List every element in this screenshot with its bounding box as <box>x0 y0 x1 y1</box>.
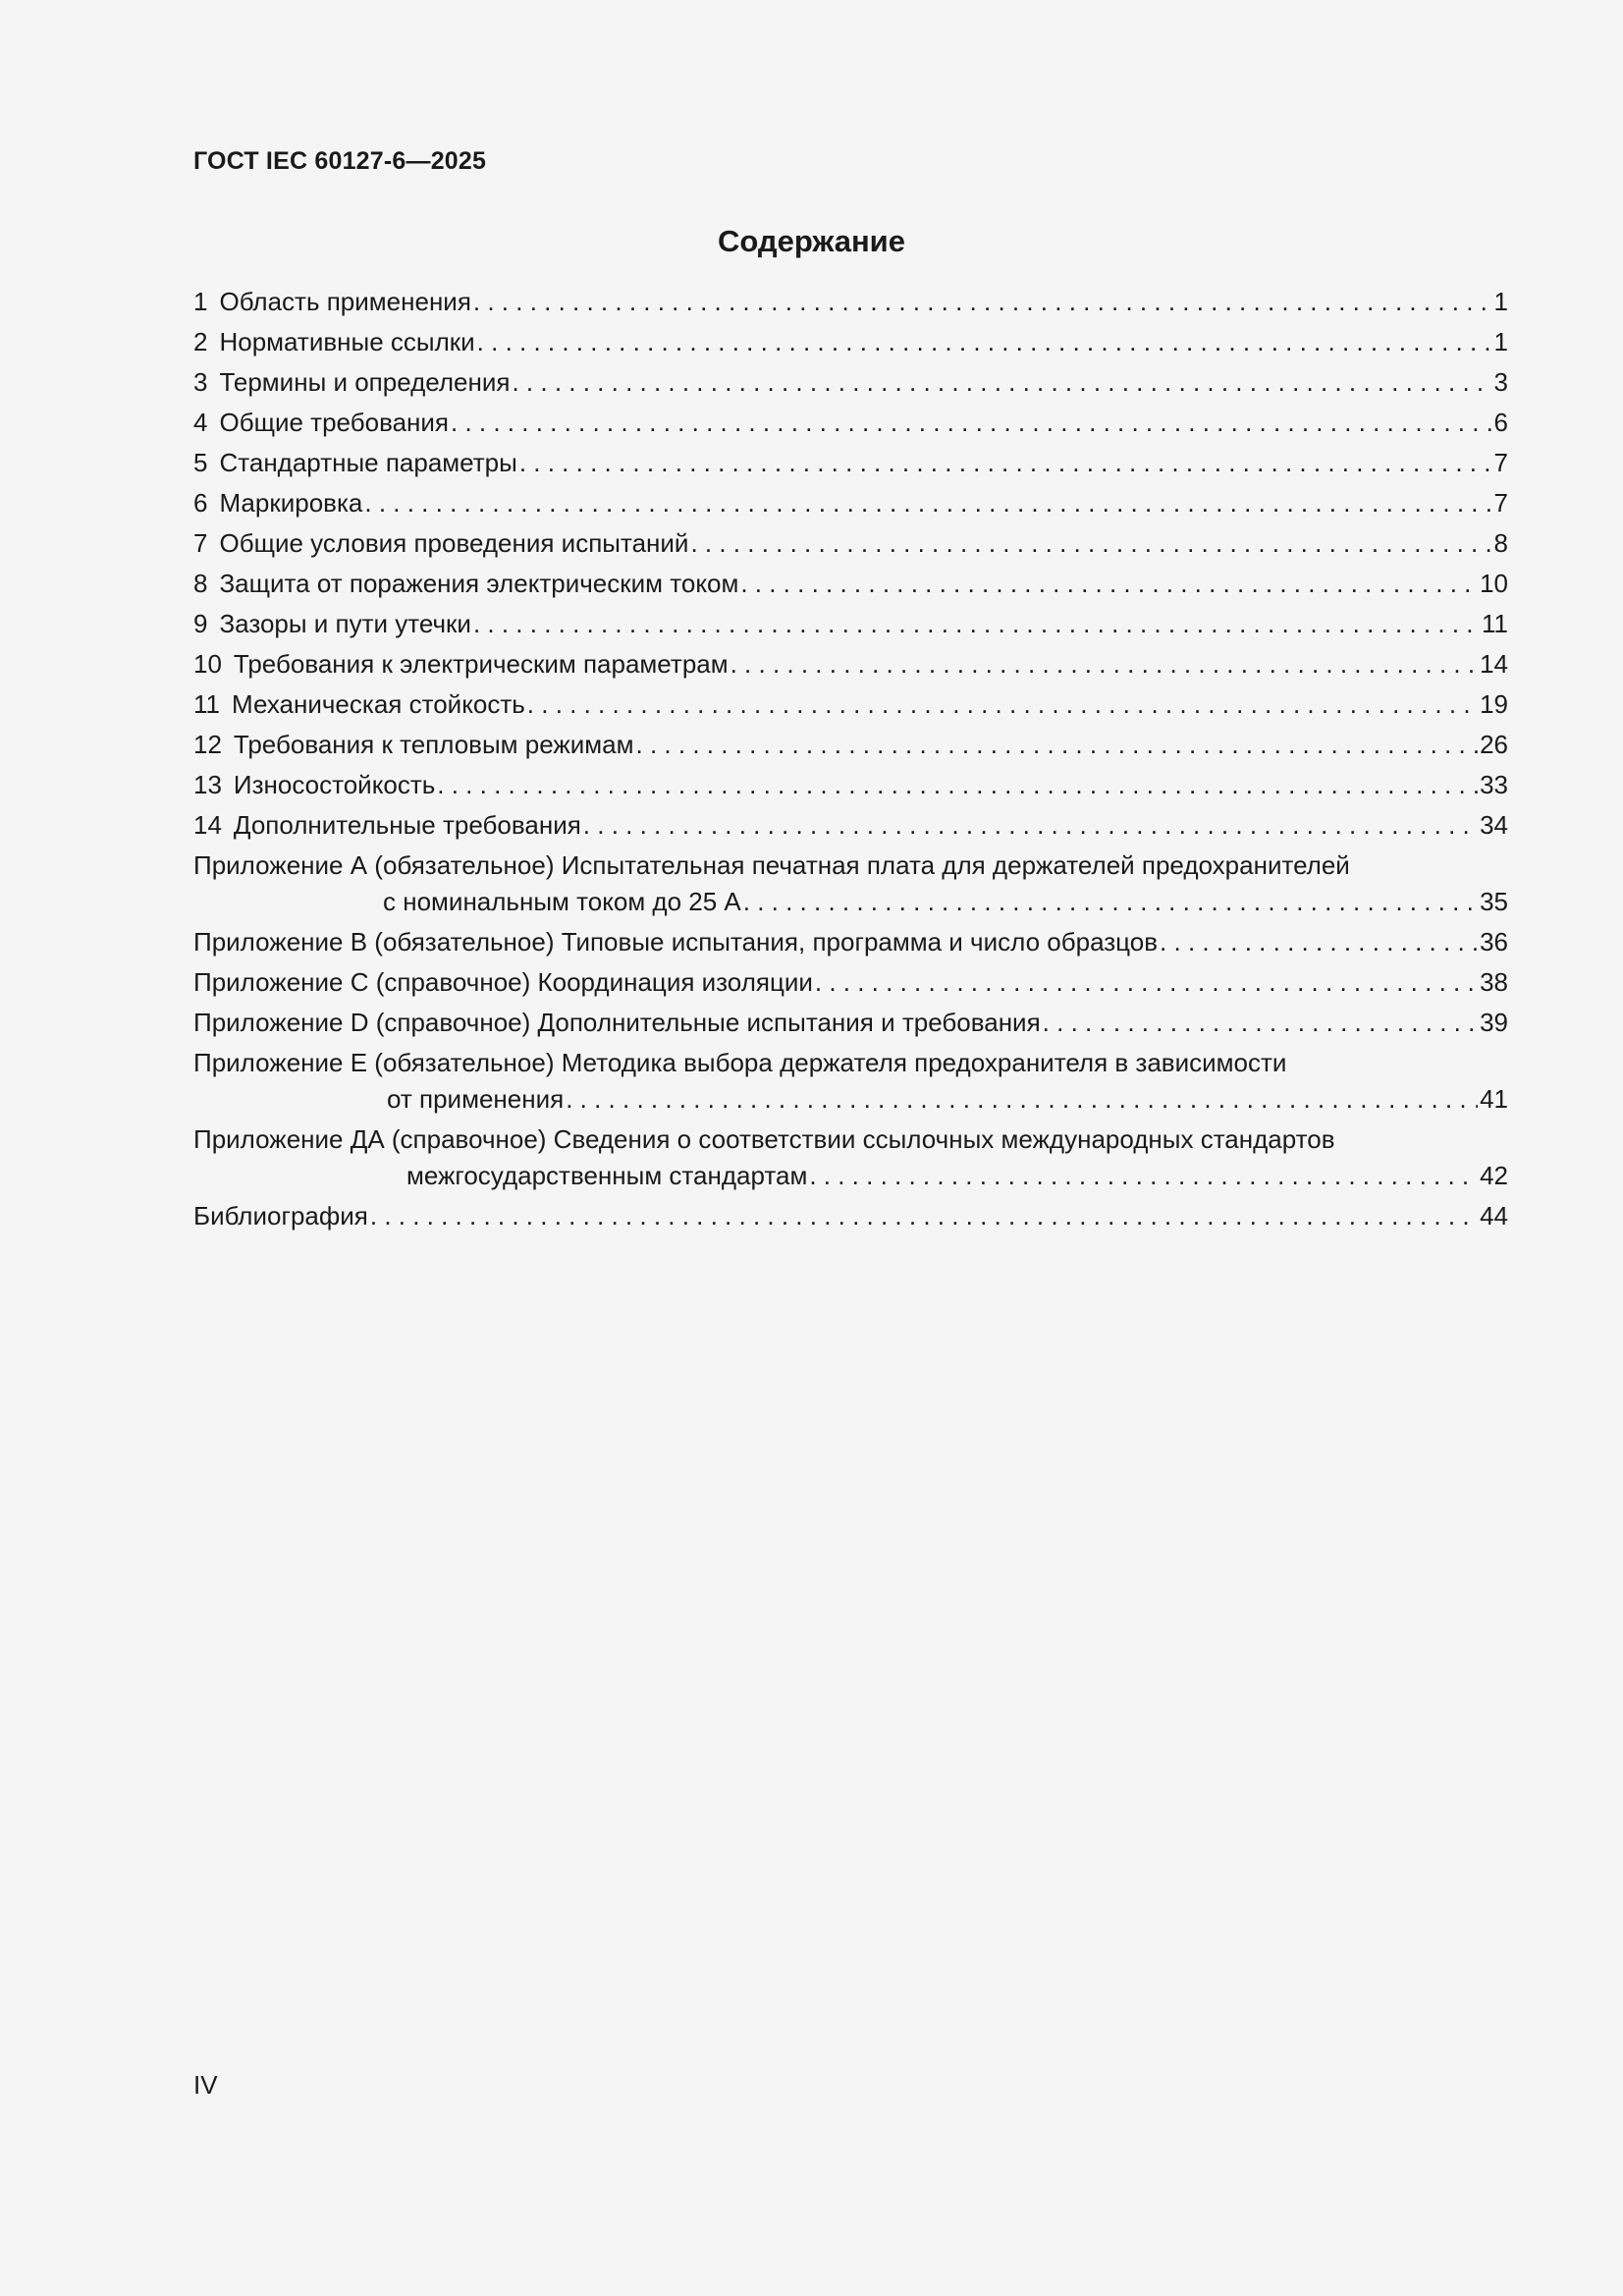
toc-entry-page: 3 <box>1493 367 1508 397</box>
toc-entry-page: 34 <box>1480 810 1508 840</box>
toc-entry-10[interactable] <box>193 646 1508 683</box>
toc-entry-page: 7 <box>1493 448 1508 477</box>
toc-annex-e[interactable] <box>193 1045 1508 1118</box>
toc-entry-number: 1 <box>193 287 208 316</box>
toc-entry-number: 5 <box>193 448 208 477</box>
toc-entry-page: 26 <box>1480 730 1508 759</box>
toc-annex-title: Библиография <box>193 1201 368 1230</box>
dot-leader <box>364 485 1491 521</box>
toc-entry-8[interactable] <box>193 566 1508 602</box>
toc-entry-7[interactable] <box>193 525 1508 562</box>
dot-leader <box>809 1158 1478 1194</box>
toc-entry-number: 6 <box>193 488 208 518</box>
toc-entry-number: 7 <box>193 528 208 558</box>
toc-entry-number: 11 <box>193 689 220 719</box>
toc-entry-number: 14 <box>193 810 222 840</box>
toc-entry-title: Общие условия проведения испытаний <box>219 528 689 558</box>
toc-entry-page: 38 <box>1480 967 1508 997</box>
dot-leader <box>477 324 1492 360</box>
toc-entry-number: 9 <box>193 609 208 638</box>
toc-entry-12[interactable] <box>193 727 1508 763</box>
dot-leader <box>527 686 1478 723</box>
dot-leader <box>566 1081 1478 1118</box>
toc-entry-page: 11 <box>1482 609 1508 638</box>
toc-entry-title: Термины и определения <box>219 367 511 397</box>
dot-leader <box>451 405 1492 441</box>
toc-entry-title: Требования к электрическим параметрам <box>233 649 729 679</box>
toc-annex-title-cont: межгосударственным стандартам <box>406 1161 808 1190</box>
dot-leader <box>740 566 1478 602</box>
toc-entry-number: 13 <box>193 770 222 799</box>
toc-entry-page: 41 <box>1480 1084 1508 1114</box>
toc-entry-number: 8 <box>193 569 208 598</box>
toc-entry-6[interactable] <box>193 485 1508 521</box>
toc-entry-page: 1 <box>1493 287 1508 316</box>
toc-entry-title: Защита от поражения электрическим током <box>219 569 739 598</box>
toc-entry-number: 3 <box>193 367 208 397</box>
toc-annex-b[interactable] <box>193 924 1508 960</box>
toc-annex-title: Приложение С (справочное) Координация изоляции <box>193 967 813 997</box>
dot-leader <box>473 284 1492 320</box>
toc-title: Содержание <box>718 224 905 258</box>
toc-entry-4[interactable] <box>193 405 1508 441</box>
dot-leader <box>636 727 1479 763</box>
toc-entry-13[interactable] <box>193 767 1508 803</box>
toc-entry-page: 1 <box>1493 327 1508 356</box>
toc-annex-title: Приложение ДА (справочное) Сведения о соответствии ссылочных международных стандартов <box>193 1124 1335 1154</box>
dot-leader <box>370 1198 1478 1234</box>
table-of-contents <box>193 284 1508 1238</box>
page-number: IV <box>193 2070 218 2100</box>
toc-entry-11[interactable] <box>193 686 1508 723</box>
toc-entry-title: Маркировка <box>219 488 363 518</box>
dot-leader <box>473 606 1480 642</box>
toc-entry-page: 35 <box>1480 887 1508 916</box>
toc-annex-title-cont: от применения <box>387 1084 565 1114</box>
toc-annex-a[interactable] <box>193 847 1508 920</box>
toc-annex-title-cont: с номинальным током до 25 А <box>383 887 741 916</box>
toc-annex-title: Приложение D (справочное) Дополнительные испытания и требования <box>193 1008 1041 1037</box>
toc-entry-page: 39 <box>1480 1008 1508 1037</box>
dot-leader <box>743 884 1478 920</box>
dot-leader <box>690 525 1491 562</box>
dot-leader <box>519 445 1492 481</box>
toc-entry-title: Стандартные параметры <box>219 448 517 477</box>
dot-leader <box>1160 924 1478 960</box>
toc-entry-page: 33 <box>1480 770 1508 799</box>
toc-entry-title: Механическая стойкость <box>232 689 525 719</box>
toc-entry-page: 19 <box>1480 689 1508 719</box>
toc-entry-9[interactable] <box>193 606 1508 642</box>
toc-entry-page: 36 <box>1480 927 1508 957</box>
toc-entry-title: Износостойкость <box>233 770 436 799</box>
dot-leader <box>512 364 1491 401</box>
toc-entry-title: Требования к тепловым режимам <box>233 730 634 759</box>
toc-entry-title: Общие требования <box>219 408 450 437</box>
toc-entry-3[interactable] <box>193 364 1508 401</box>
dot-leader <box>1043 1005 1478 1041</box>
toc-entry-5[interactable] <box>193 445 1508 481</box>
toc-entry-page: 6 <box>1493 408 1508 437</box>
toc-entry-page: 7 <box>1493 488 1508 518</box>
toc-entry-1[interactable] <box>193 284 1508 320</box>
toc-entry-2[interactable] <box>193 324 1508 360</box>
toc-entry-page: 8 <box>1493 528 1508 558</box>
toc-entry-title: Зазоры и пути утечки <box>219 609 471 638</box>
toc-bibliography[interactable] <box>193 1198 1508 1234</box>
toc-entry-title: Нормативные ссылки <box>219 327 475 356</box>
dot-leader <box>730 646 1478 683</box>
toc-annex-title: Приложение А (обязательное) Испытательная печатная плата для держателей предохранителей <box>193 850 1350 880</box>
toc-annex-c[interactable] <box>193 964 1508 1001</box>
toc-entry-number: 2 <box>193 327 208 356</box>
toc-annex-d[interactable] <box>193 1005 1508 1041</box>
page-header: ГОСТ IEC 60127-6—2025 <box>193 147 487 175</box>
toc-annex-title: Приложение В (обязательное) Типовые испытания, программа и число образцов <box>193 927 1159 957</box>
toc-entry-title: Область применения <box>219 287 471 316</box>
toc-entry-page: 10 <box>1480 569 1508 598</box>
toc-entry-number: 10 <box>193 649 222 679</box>
dot-leader <box>583 807 1478 844</box>
dot-leader <box>815 964 1478 1001</box>
toc-entry-number: 4 <box>193 408 208 437</box>
dot-leader <box>437 767 1478 803</box>
toc-entry-page: 14 <box>1480 649 1508 679</box>
toc-entry-page: 42 <box>1480 1161 1508 1190</box>
toc-annex-da[interactable] <box>193 1121 1508 1194</box>
toc-entry-number: 12 <box>193 730 222 759</box>
toc-entry-title: Дополнительные требования <box>233 810 581 840</box>
toc-annex-title: Приложение Е (обязательное) Методика выбора держателя предохранителя в зависимости <box>193 1048 1287 1077</box>
toc-entry-page: 44 <box>1480 1201 1508 1230</box>
toc-entry-14[interactable] <box>193 807 1508 844</box>
